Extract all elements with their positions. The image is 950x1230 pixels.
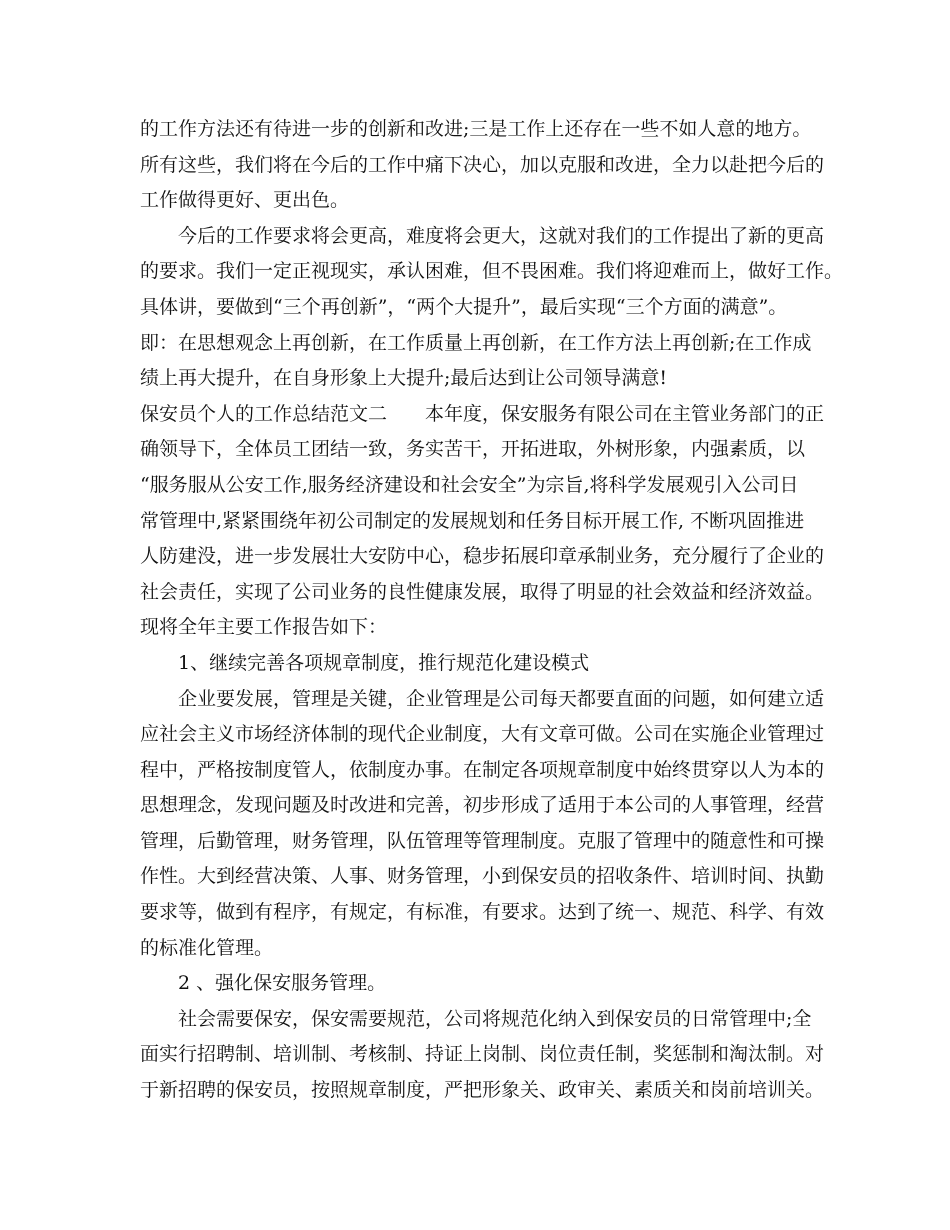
text-line: 确领导下，全体员工团结一致，务实苦干，开拓进取，外树形象，内强素质，以 [140, 438, 806, 461]
document-body [140, 112, 844, 1109]
text-line: 于新招聘的保安员，按照规章制度，严把形象关、政审关、素质关和岗前培训关。 [140, 1079, 825, 1102]
text-line: 人防建没，进一步发展壮大安防中心，稳步拓展印章承制业务，充分履行了企业的 [140, 545, 825, 568]
text-line: 具体讲，要做到“三个再创新”，“两个大提升”，最后实现“三个方面的满意”。 [140, 295, 788, 318]
text-line: 要求等，做到有程序，有规定，有标准，有要求。达到了统一、规范、科学、有效 [140, 901, 825, 924]
text-line: 绩上再大提升，在自身形象上大提升;最后达到让公司领导满意! [140, 367, 668, 390]
text-line: 常管理中,紧紧围绕年初公司制定的发展规划和任务目标开展工作, 不断巩固推进 [140, 509, 805, 532]
text-line: 的要求。我们一定正视现实，承认困难，但不畏困难。我们将迎难而上，做好工作。 [140, 260, 844, 283]
text-line: 工作做得更好、更出色。 [140, 189, 350, 212]
paragraph-start-line: 今后的工作要求将会更高，难度将会更大，这就对我们的工作提出了新的更高 [178, 224, 825, 247]
text-line: 应社会主义市场经济体制的现代企业制度，大有文章可做。公司在实施企业管理过 [140, 723, 825, 746]
text-line: 所有这些，我们将在今后的工作中痛下决心，加以克服和改进，全力以赴把今后的 [140, 153, 825, 176]
section-heading: 1、继续完善各项规章制度，推行规范化建设模式 [178, 651, 590, 674]
section-heading: 2 、强化保安服务管理。 [178, 972, 387, 995]
text-line: 作性。大到经营决策、人事、财务管理，小到保安员的招收条件、培训时间、执勤 [140, 865, 825, 888]
text-line: 思想理念，发现问题及时改进和完善，初步形成了适用于本公司的人事管理，经营 [140, 794, 825, 817]
text-line: 的标准化管理。 [140, 936, 274, 959]
text-line: 程中，严格按制度管人，依制度办事。在制定各项规章制度中始终贯穿以人为本的 [140, 758, 825, 781]
paragraph-start-line: 企业要发展，管理是关键，企业管理是公司每天都要直面的问题，如何建立适 [178, 687, 825, 710]
text-line: 面实行招聘制、培训制、考核制、持证上岗制、岗位责任制，奖惩制和淘汰制。对 [140, 1043, 825, 1066]
text-line: 即：在思想观念上再创新，在工作质量上再创新，在工作方法上再创新;在工作成 [140, 331, 812, 354]
paragraph-start-line: 社会需要保安，保安需要规范，公司将规范化纳入到保安员的日常管理中;全 [178, 1007, 812, 1030]
section-title-line: 保安员个人的工作总结范文二 本年度，保安服务有限公司在主管业务部门的正 [140, 402, 825, 425]
text-line: 的工作方法还有待进一步的创新和改进;三是工作上还存在一些不如人意的地方。 [140, 118, 812, 140]
text-line: “服务服从公安工作,服务经济建设和社会安全”为宗旨,将科学发展观引入公司日 [140, 473, 799, 496]
text-line: 社会责任，实现了公司业务的良性健康发展，取得了明显的社会效益和经济效益。 [140, 580, 825, 603]
text-line: 现将全年主要工作报告如下： [140, 616, 388, 639]
text-line: 管理，后勤管理，财务管理，队伍管理等管理制度。克服了管理中的随意性和可操 [140, 829, 825, 852]
